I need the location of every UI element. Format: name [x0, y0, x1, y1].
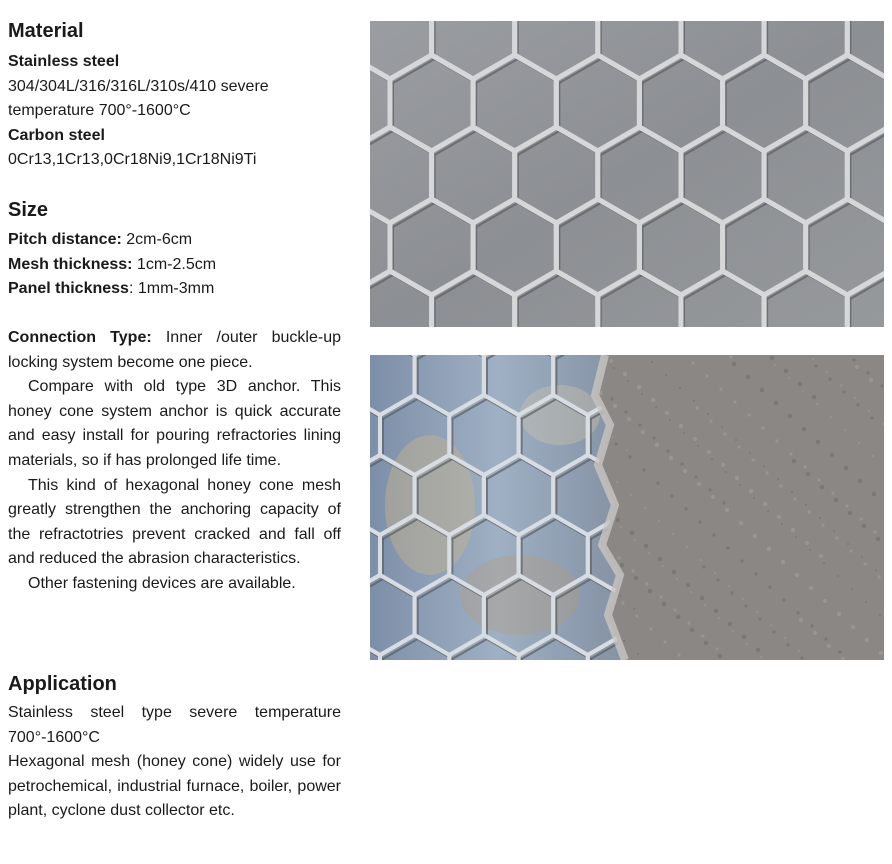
refractory-speckle [735, 476, 739, 480]
refractory-speckle [791, 528, 795, 532]
refractory-speckle [644, 507, 646, 509]
refractory-speckle [806, 472, 810, 476]
refractory-speckle [875, 569, 877, 571]
refractory-speckle [707, 450, 711, 454]
refractory-speckle [697, 445, 699, 447]
refractory-speckle [872, 492, 876, 496]
refractory-speckle [851, 625, 855, 629]
refractory-speckle [669, 419, 671, 421]
refractory-speckle [828, 377, 831, 380]
refractory-speckle [649, 627, 652, 630]
refractory-speckle [792, 459, 796, 463]
refractory-speckle [819, 517, 821, 519]
refractory-speckle [861, 556, 863, 558]
refractory-speckle [711, 458, 713, 460]
refractory-speckle [859, 517, 862, 520]
refractory-speckle [712, 533, 715, 536]
refractory-speckle [732, 362, 736, 366]
refractory-speckle [619, 595, 621, 597]
refractory-speckle [719, 387, 722, 390]
refractory-speckle [715, 647, 718, 650]
refractory-speckle [844, 429, 846, 431]
refractory-speckle [795, 573, 799, 577]
refractory-speckle [793, 497, 796, 500]
refractory-speckle [718, 654, 722, 658]
refractory-speckle [612, 436, 614, 438]
refractory-speckle [779, 484, 782, 487]
refractory-speckle [693, 437, 697, 441]
refractory-speckle [781, 560, 785, 564]
refractory-speckle [823, 562, 825, 564]
refractory-speckle [652, 436, 655, 439]
refractory-speckle [847, 543, 849, 545]
connection-type-label: Connection Type: [8, 329, 152, 346]
refractory-speckle [782, 598, 785, 601]
refractory-speckle [733, 400, 736, 403]
refractory-speckle [616, 518, 620, 522]
refractory-speckle [742, 635, 746, 639]
refractory-speckle [644, 544, 648, 548]
refractory-speckle [728, 622, 732, 626]
refractory-speckle [869, 378, 873, 382]
refractory-speckle [617, 556, 620, 559]
refractory-speckle [739, 484, 741, 486]
refractory-speckle [711, 495, 715, 499]
refractory-speckle [656, 481, 659, 484]
refractory-speckle [728, 585, 730, 587]
refractory-speckle [631, 569, 634, 572]
refractory-speckle [835, 536, 838, 539]
refractory-speckle [683, 469, 687, 473]
refractory-speckle [774, 364, 776, 366]
refractory-speckle [760, 656, 762, 658]
refractory-speckle [784, 637, 786, 639]
refractory-speckle [610, 397, 613, 400]
connection-type-paragraph [8, 326, 341, 375]
refractory-speckle [679, 387, 681, 389]
refractory-speckle [697, 482, 701, 486]
refractory-speckle [729, 355, 732, 358]
stainless-steel-label: Stainless steel [8, 53, 120, 70]
size-section [8, 228, 341, 302]
refractory-speckle [777, 478, 779, 480]
refractory-speckle [637, 385, 641, 389]
refractory-speckle [659, 595, 662, 598]
refractory-speckle [635, 614, 638, 617]
refractory-speckle [739, 521, 743, 525]
refractory-speckle [798, 382, 802, 386]
refractory-speckle [686, 546, 688, 548]
refractory-speckle [753, 534, 757, 538]
refractory-speckle [809, 586, 813, 590]
refractory-speckle [749, 452, 751, 454]
application-heading: Application [8, 673, 117, 695]
refractory-speckle [744, 604, 747, 607]
refractory-speckle [648, 552, 650, 554]
refractory-speckle [763, 465, 765, 467]
refractory-speckle [609, 359, 613, 363]
refractory-speckle [756, 611, 758, 613]
refractory-speckle [620, 563, 624, 567]
refractory-speckle [749, 489, 753, 493]
connection-type-text: Inner /outer buckle-up locking system become one piece. [8, 329, 342, 371]
refractory-speckle [781, 523, 783, 525]
size-heading: Size [8, 199, 49, 221]
refractory-speckle [691, 361, 694, 364]
refractory-speckle [767, 547, 771, 551]
refractory-speckle [870, 416, 873, 419]
refractory-speckle [686, 583, 690, 587]
refractory-speckle [838, 650, 841, 653]
refractory-speckle [758, 617, 761, 620]
material-heading: Material [8, 20, 84, 42]
refractory-speckle [658, 520, 660, 522]
refractory-speckle [651, 361, 653, 363]
refractory-speckle [754, 572, 757, 575]
refractory-speckle [677, 653, 680, 656]
refractory-speckle [704, 641, 708, 645]
refractory-speckle [879, 614, 881, 616]
refractory-speckle [849, 549, 852, 552]
refractory-speckle [805, 504, 807, 506]
refractory-speckle [855, 365, 859, 369]
refractory-speckle [633, 608, 635, 610]
refractory-speckle [628, 455, 631, 458]
refractory-speckle [858, 442, 860, 444]
refractory-speckle [709, 419, 712, 422]
refractory-speckle [827, 644, 831, 648]
refractory-speckle [645, 582, 648, 585]
refractory-speckle [746, 643, 748, 645]
refractory-speckle [873, 530, 876, 533]
refractory-speckle [817, 478, 820, 481]
refractory-speckle [708, 488, 711, 491]
refractory-speckle [821, 523, 824, 526]
pitch-distance-label: Pitch distance: [8, 231, 122, 248]
refractory-speckle [880, 384, 883, 387]
refractory-speckle [642, 468, 645, 471]
refractory-speckle [676, 615, 680, 619]
refractory-speckle [803, 465, 806, 468]
refractory-speckle [716, 578, 719, 581]
refractory-speckle [858, 479, 862, 483]
panel-thickness-label: Panel thickness [8, 280, 129, 298]
refractory-speckle [627, 380, 629, 382]
refractory-speckle [812, 395, 816, 399]
refractory-speckle [802, 390, 804, 392]
refractory-speckle [760, 388, 764, 392]
refractory-speckle [695, 406, 698, 409]
mesh-thickness-row [8, 253, 341, 278]
installed-anchor-photo [370, 355, 884, 660]
refractory-speckle [726, 546, 729, 549]
refractory-speckle [791, 491, 793, 493]
refractory-speckle [753, 497, 755, 499]
application-section [8, 701, 341, 824]
refractory-speckle [830, 416, 832, 418]
refractory-speckle [623, 372, 627, 376]
refractory-speckle [777, 515, 781, 519]
panel-thickness-row [8, 277, 341, 302]
refractory-speckle [824, 637, 827, 640]
refractory-speckle [665, 411, 669, 415]
refractory-speckle [767, 510, 769, 512]
refractory-speckle [746, 375, 750, 379]
refractory-speckle [613, 367, 615, 369]
refractory-speckle [679, 424, 683, 428]
carbon-steel-label: Carbon steel [8, 126, 105, 144]
refractory-speckle [863, 562, 866, 565]
refractory-speckle [774, 401, 778, 405]
refractory-speckle [690, 628, 694, 632]
refractory-speckle [854, 397, 856, 399]
refractory-speckle [737, 445, 740, 448]
refractory-speckle [621, 601, 624, 604]
refractory-speckle [837, 612, 841, 616]
application-paragraph-2: Hexagonal mesh (honey cone) widely use for petrochemical, industrial furnace, boiler, power plant, cyclone dust collector etc. [8, 753, 341, 820]
refractory-speckle [655, 443, 659, 447]
refractory-speckle [700, 559, 702, 561]
refractory-speckle [865, 601, 867, 603]
refractory-speckle [690, 591, 692, 593]
refractory-speckle [658, 557, 662, 561]
refractory-speckle [707, 413, 709, 415]
refractory-speckle [800, 656, 803, 659]
refractory-speckle [725, 471, 727, 473]
refractory-speckle [805, 541, 809, 545]
application-paragraph-1: Stainless steel type severe temperature 700°-1600°C [8, 704, 341, 746]
refractory-speckle [845, 504, 848, 507]
refractory-speckle [718, 617, 720, 619]
refractory-speckle [714, 572, 716, 574]
refractory-speckle [747, 413, 750, 416]
refractory-speckle [648, 589, 652, 593]
refractory-speckle [683, 432, 685, 434]
refractory-speckle [848, 511, 852, 515]
refractory-speckle [772, 630, 775, 633]
refractory-speckle [701, 634, 704, 637]
refractory-speckle [837, 575, 839, 577]
refractory-speckle [670, 494, 673, 497]
refractory-speckle [784, 369, 788, 373]
refractory-speckle [721, 463, 725, 467]
refractory-speckle [698, 520, 701, 523]
refractory-speckle [742, 598, 744, 600]
refractory-speckle [714, 609, 718, 613]
refractory-speckle [810, 624, 813, 627]
refractory-speckle [816, 440, 820, 444]
refractory-speckle [877, 575, 880, 578]
pitch-distance-row [8, 228, 341, 253]
refractory-speckle [882, 423, 884, 425]
refractory-speckle [702, 565, 705, 568]
refractory-speckle [662, 602, 666, 606]
refractory-speckle [809, 549, 811, 551]
refractory-speckle [687, 621, 690, 624]
refractory-speckle [814, 364, 817, 367]
refractory-speckle [693, 400, 695, 402]
stainless-steel-text: 304/304L/316/316L/310s/410 severe temperature 700°-1600°C [8, 77, 269, 120]
refractory-speckle [852, 358, 855, 361]
refractory-speckle [823, 599, 827, 603]
refractory-speckle [626, 449, 628, 451]
refractory-speckle [634, 576, 638, 580]
refractory-speckle [651, 398, 655, 402]
refractory-speckle [614, 442, 617, 445]
mesh-thickness-label: Mesh thickness: [8, 255, 133, 273]
refractory-speckle [630, 494, 632, 496]
refractory-speckle [672, 533, 674, 535]
refractory-speckle [705, 374, 708, 377]
refractory-speckle [638, 423, 641, 426]
refractory-speckle [795, 536, 797, 538]
refractory-speckle [799, 618, 803, 622]
refractory-speckle [833, 530, 835, 532]
refractory-speckle [868, 410, 870, 412]
refractory-speckle [655, 406, 657, 408]
refractory-speckle [704, 604, 706, 606]
refractory-speckle [876, 537, 880, 541]
refractory-speckle [641, 393, 643, 395]
refractory-speckle [830, 453, 834, 457]
refractory-speckle [851, 588, 853, 590]
refractory-speckle [856, 403, 859, 406]
refractory-speckle [763, 502, 767, 506]
refractory-speckle [637, 653, 639, 655]
refractory-speckle [666, 449, 669, 452]
refractory-speckle [735, 439, 737, 441]
refractory-speckle [673, 608, 676, 611]
refractory-speckle [721, 426, 723, 428]
refractory-speckle [844, 466, 848, 470]
refractory-speckle [722, 501, 725, 504]
refractory-speckle [831, 491, 834, 494]
refractory-speckle [788, 377, 790, 379]
refractory-speckle [862, 524, 866, 528]
refractory-speckle [816, 403, 818, 405]
refractory-speckle [826, 371, 828, 373]
compare-paragraph: Compare with old type 3D anchor. This honey cone system anchor is quick accurate and easy install for pouring refractories lining materials, so if has prolonged life time. [8, 378, 341, 469]
refractory-speckle [812, 358, 814, 360]
refractory-speckle [630, 531, 634, 535]
refractory-speckle [641, 430, 645, 434]
refractory-speckle [770, 356, 774, 360]
refractory-speckle [730, 591, 733, 594]
refractory-speckle [840, 384, 842, 386]
refractory-speckle [819, 554, 823, 558]
refractory-speckle [620, 526, 622, 528]
refractory-speckle [700, 596, 704, 600]
refractory-speckle [788, 414, 792, 418]
refractory-speckle [798, 650, 800, 652]
refractory-speckle [879, 651, 883, 655]
refractory-speckle [672, 570, 676, 574]
refractory-speckle [802, 427, 806, 431]
refractory-speckle [786, 643, 789, 646]
refractory-speckle [613, 404, 617, 408]
refractory-speckle [680, 462, 683, 465]
other-devices-paragraph: Other fastening devices are available. [28, 574, 296, 592]
refractory-speckle [768, 585, 771, 588]
material-section [8, 50, 341, 173]
refractory-speckle [669, 456, 673, 460]
refractory-speckle [676, 578, 678, 580]
refractory-speckle [813, 631, 817, 635]
refractory-speckle [789, 452, 792, 455]
refractory-speckle [684, 507, 687, 510]
refractory-speckle [807, 510, 810, 513]
mesh-thickness-value: 1cm-2.5cm [132, 255, 217, 273]
refractory-speckle [624, 410, 627, 413]
refractory-speckle [865, 638, 869, 642]
carbon-steel-text: 0Cr13,1Cr13,0Cr18Ni9,1Cr18Ni9Ti [8, 151, 257, 169]
refractory-speckle [694, 475, 697, 478]
refractory-speckle [662, 565, 664, 567]
refractory-speckle [866, 371, 869, 374]
hex-mesh-photo [370, 21, 884, 327]
pitch-distance-value: 2cm-6cm [121, 231, 193, 248]
refractory-speckle [665, 374, 667, 376]
refractory-speckle [756, 648, 760, 652]
refractory-speckle [751, 458, 754, 461]
refractory-speckle [723, 432, 726, 435]
refractory-speckle [663, 640, 666, 643]
refractory-speckle [834, 498, 838, 502]
refractory-speckle [842, 390, 845, 393]
refractory-speckle [616, 481, 618, 483]
refractory-speckle [775, 439, 778, 442]
refractory-speckle [725, 508, 729, 512]
connection-section [8, 326, 341, 597]
refractory-speckle [765, 471, 768, 474]
refractory-speckle [623, 640, 625, 642]
panel-thickness-value: : 1mm-3mm [128, 280, 215, 298]
refractory-speckle [820, 485, 824, 489]
refractory-speckle [740, 559, 743, 562]
refractory-speckle [761, 426, 764, 429]
refractory-speckle [872, 455, 874, 457]
refractory-speckle [770, 624, 772, 626]
refractory-speckle [634, 539, 636, 541]
refractory-speckle [627, 417, 631, 421]
refractory-speckle [732, 630, 734, 632]
hexagonal-paragraph: This kind of hexagonal honey cone mesh greatly strengthen the anchoring capacity of the refractotries prevent cracked and fall off and reduced the abrasion characteristics. [8, 476, 341, 568]
refractory-speckle [796, 611, 799, 614]
